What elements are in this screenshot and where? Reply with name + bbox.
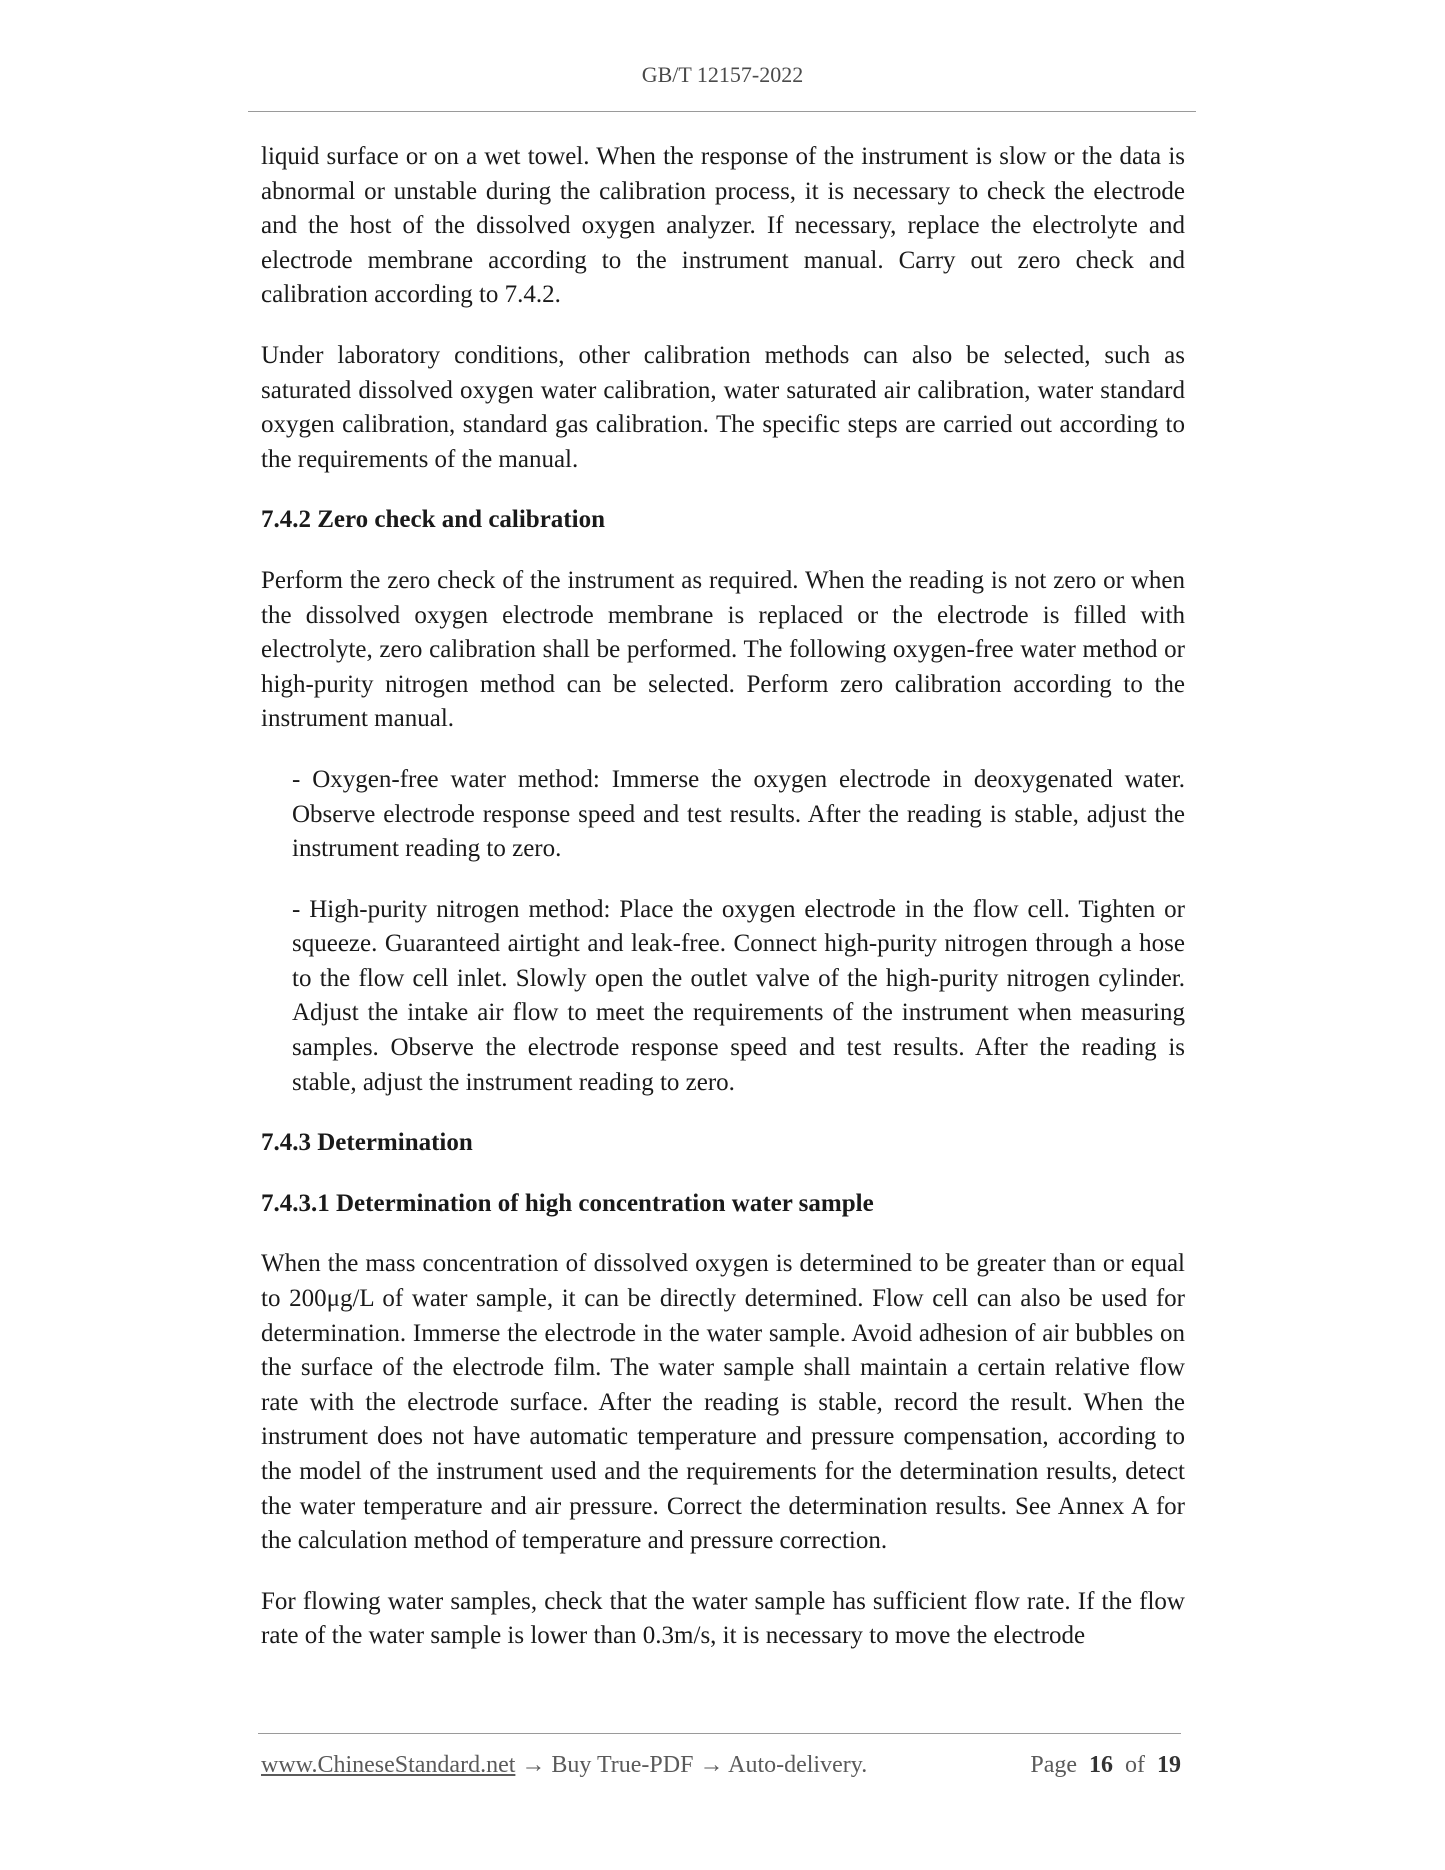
paragraph-calibration-check: liquid surface or on a wet towel. When the response of the instrument is slow or the data is abnormal or unstable during the calibration process, it is necessary to check the electrode and the host of the dissolved oxygen analyzer. If necessary, replace the electrolyte and electrode membrane according to the instrument manual. Carry out zero check and calibration according to 7.4.2. [261, 143, 1185, 309]
page-word: Page [1030, 1752, 1077, 1778]
page-current: 16 [1089, 1752, 1113, 1778]
paragraph-lab-calibration-methods: Under laboratory conditions, other calibration methods can also be selected, such as saturated dissolved oxygen water calibration, water saturated air calibration, water standard oxygen calibration, standard gas calibration. The specific steps are carried out according to the requirements of the manual. [261, 341, 1185, 473]
of-word: of [1125, 1752, 1145, 1778]
page-footer [261, 1752, 1181, 1786]
page-header-standard-id: GB/T 12157-2022 [641, 62, 804, 87]
site-link[interactable]: www.ChineseStandard.net [261, 1752, 516, 1778]
page-total: 19 [1157, 1752, 1181, 1778]
page-number [1030, 1752, 1181, 1779]
section-heading-7-4-3-1: 7.4.3.1 Determination of high concentration water sample [261, 1189, 874, 1217]
document-body [261, 140, 1185, 1680]
footer-divider [258, 1733, 1181, 1734]
footer-promo-text: → Buy True-PDF → Auto-delivery. [515, 1752, 868, 1778]
section-heading-7-4-3: 7.4.3 Determination [261, 1129, 473, 1157]
section-heading-7-4-2: 7.4.2 Zero check and calibration [261, 506, 605, 534]
paragraph-high-concentration: When the mass concentration of dissolved oxygen is determined to be greater than or equal to 200μg/L of water sample, it can be directly determined. Flow cell can also be used for determination. Immerse the electrode in the water sample. Avoid adhesion of air bubbles on the surface of the electrode film. The water sample shall maintain a certain relative flow rate with the electrode surface. After the reading is stable, record the result. When the instrument does not have automatic temperature and pressure compensation, according to the model of the instrument used and the requirements for the determination results, detect the water temperature and air pressure. Correct the determination results. See Annex A for the calculation method of temperature and pressure correction. [261, 1250, 1185, 1555]
paragraph-flowing-water: For flowing water samples, check that the water sample has sufficient flow rate. If the flow rate of the water sample is lower than 0.3m/s, it is necessary to move the electrode [261, 1587, 1185, 1650]
footer-promo [261, 1752, 867, 1779]
header-divider [248, 111, 1196, 112]
paragraph-zero-check: Perform the zero check of the instrument as required. When the reading is not zero or when the dissolved oxygen electrode membrane is replaced or the electrode is filled with electrolyte, zero calibration shall be performed. The following oxygen-free water method or high-purity nitrogen method can be selected. Perform zero calibration according to the instrument manual. [261, 566, 1185, 733]
list-item-oxygen-free-water: - Oxygen-free water method: Immerse the oxygen electrode in deoxygenated water. Observe electrode response speed and test results. After the reading is stable, adjust the instrument reading to zero. [292, 765, 1185, 863]
list-item-high-purity-nitrogen: - High-purity nitrogen method: Place the oxygen electrode in the flow cell. Tighten or squeeze. Guaranteed airtight and leak-free. Connect high-purity nitrogen through a hose to the flow cell inlet. Slowly open the outlet valve of the high-purity nitrogen cylinder. Adjust the intake air flow to meet the requirements of the instrument when measuring samples. Observe the electrode response speed and test results. After the reading is stable, adjust the instrument reading to zero. [292, 895, 1185, 1096]
